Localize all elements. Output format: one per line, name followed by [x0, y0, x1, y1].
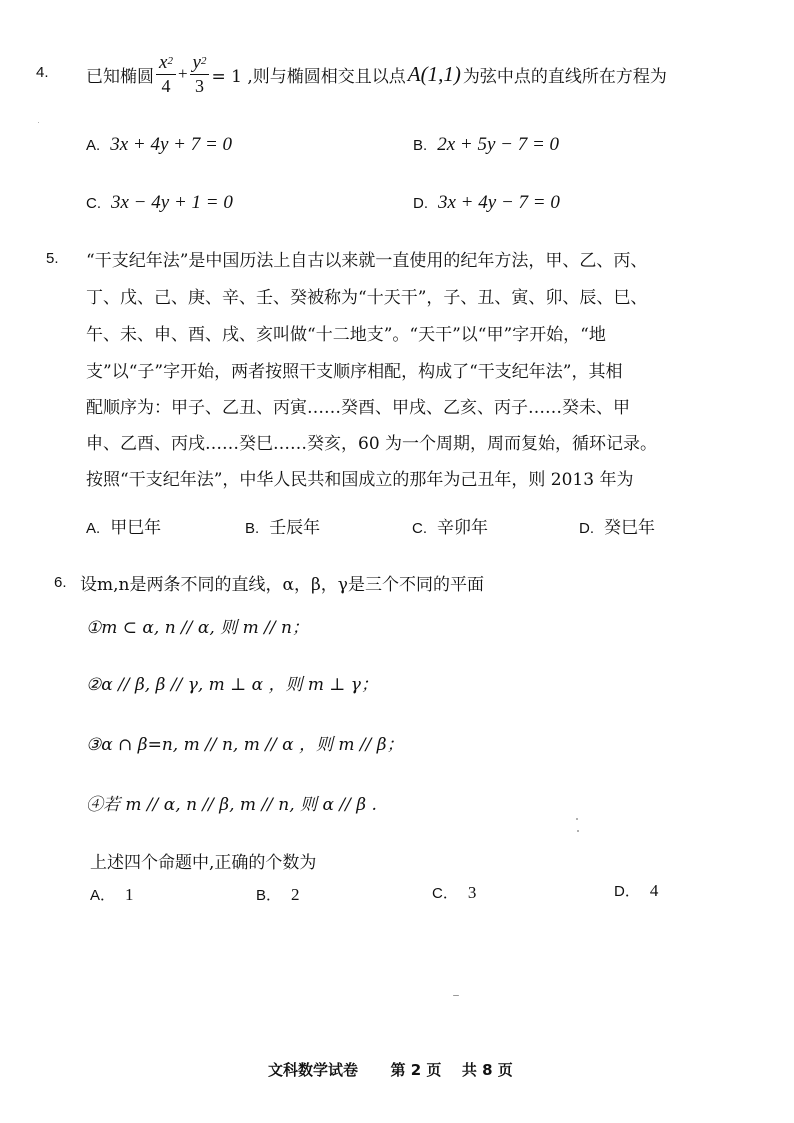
- q5-line-1: “干支纪年法”是中国历法上自古以来就一直使用的纪年方法，甲、乙、丙、: [86, 251, 648, 271]
- q4-stem-post: 为弦中点的直线所在方程为: [462, 66, 667, 87]
- q5-line-6: 申、乙酉、丙戌……癸巳……癸亥，60 为一个周期，周而复始，循环记录。: [86, 434, 658, 454]
- q5-option-d-label: D.: [579, 520, 594, 537]
- q6-option-b-label: B．: [256, 887, 282, 904]
- q4-frac2-sup: 2: [200, 54, 207, 67]
- q6-option-d-text: 4: [649, 881, 659, 900]
- q4-stem-mid: = 1 ,则与椭圆相交且以点: [211, 66, 406, 87]
- q4-option-d: [413, 192, 560, 214]
- q4-option-b: [413, 134, 559, 156]
- scan-speck: [38, 122, 39, 123]
- q4-option-a-text: 3x + 4y + 7 = 0: [110, 134, 233, 155]
- q6-number: 6.: [54, 574, 67, 591]
- footer-total: 共 8 页: [461, 1061, 513, 1079]
- q4-stem: [86, 44, 667, 104]
- q6-question: 上述四个命题中,正确的个数为: [90, 853, 317, 873]
- q4-frac2-num: y: [192, 51, 201, 73]
- q4-frac1-sup: 2: [167, 54, 173, 67]
- q5-option-d: [579, 513, 655, 538]
- q4-frac1-den: 4: [161, 75, 171, 96]
- q6-option-c-label: C．: [432, 885, 458, 902]
- q6-option-d-label: D．: [614, 883, 640, 900]
- q4-option-a-label: A.: [86, 137, 101, 154]
- q5-option-b-label: B.: [245, 520, 260, 537]
- q6-option-a: [90, 884, 134, 905]
- page-footer: [268, 1059, 513, 1080]
- q6-option-a-label: A．: [90, 887, 116, 904]
- q6-option-c: [432, 882, 476, 903]
- q5-number: 5.: [46, 250, 59, 267]
- q5-option-d-text: 癸巳年: [604, 518, 655, 538]
- q6-prop-2: ②α // β, β // γ, m ⊥ α ，则 m ⊥ γ；: [86, 675, 378, 695]
- q4-option-c-text: 3x − 4y + 1 = 0: [111, 192, 233, 213]
- q4-option-d-text: 3x + 4y − 7 = 0: [438, 192, 560, 213]
- q4-option-b-label: B.: [413, 137, 428, 154]
- q6-option-d: [614, 880, 658, 901]
- q4-option-d-label: D.: [413, 195, 428, 212]
- scan-speck: [453, 995, 459, 996]
- q4-stem-pre: 已知椭圆: [86, 66, 154, 87]
- q5-line-5: 配顺序为：甲子、乙丑、丙寅……癸酉、甲戌、乙亥、丙子……癸未、甲: [86, 398, 630, 418]
- q6-stem: 设m,n是两条不同的直线，α，β，γ是三个不同的平面: [80, 575, 484, 595]
- q5-option-c: [412, 513, 488, 538]
- q5-option-b: [245, 513, 320, 538]
- q4-option-b-text: 2x + 5y − 7 = 0: [437, 134, 560, 155]
- footer-page: 第 2 页: [390, 1061, 442, 1079]
- q5-option-c-label: C.: [412, 520, 427, 537]
- q6-prop-1: ①m ⊂ α, n // α, 则 m // n；: [86, 618, 309, 638]
- q5-line-7: 按照“干支纪年法”，中华人民共和国成立的那年为己丑年，则 2013 年为: [86, 470, 634, 490]
- q5-line-3: 午、未、申、酉、戌、亥叫做“十二地支”。“天干”以“甲”字开始，“地: [86, 325, 606, 345]
- q6-option-b: [256, 884, 300, 905]
- q4-number: 4.: [36, 64, 49, 81]
- q4-frac1-num: x: [159, 51, 168, 73]
- q4-plus: +: [177, 64, 188, 83]
- scan-speck: [577, 830, 579, 832]
- q4-fraction-x: [156, 52, 176, 97]
- q5-line-4: 支”以“子”字开始，两者按照干支顺序相配，构成了“干支纪年法”，其相: [86, 362, 623, 382]
- q5-option-b-text: 壬辰年: [269, 518, 321, 538]
- scan-speck: [576, 818, 578, 820]
- q6-option-b-text: 2: [291, 885, 300, 904]
- q4-frac2-den: 3: [195, 75, 204, 96]
- q5-line-2: 丁、戊、己、庚、辛、壬、癸被称为“十天干”，子、丑、寅、卯、辰、巳、: [86, 288, 648, 308]
- q4-fraction-y: [190, 52, 210, 97]
- q5-option-a: [86, 513, 161, 538]
- q4-point: A(1,1): [407, 61, 461, 86]
- q5-option-c-text: 辛卯年: [437, 518, 488, 538]
- q6-prop-3: ③α ∩ β=n, m // n, m // α ，则 m // β；: [86, 735, 404, 755]
- q5-option-a-text: 甲巳年: [110, 518, 162, 538]
- q5-option-a-label: A.: [86, 520, 101, 537]
- footer-subject: 文科数学试卷: [268, 1061, 359, 1079]
- q4-option-a: [86, 134, 232, 156]
- q6-prop-4: ④若 m // α, n // β, m // n, 则 α // β .: [86, 795, 377, 815]
- q6-option-c-text: 3: [467, 883, 477, 902]
- q4-option-c: [86, 192, 233, 214]
- q4-option-c-label: C.: [86, 195, 101, 212]
- q6-option-a-text: 1: [125, 885, 134, 904]
